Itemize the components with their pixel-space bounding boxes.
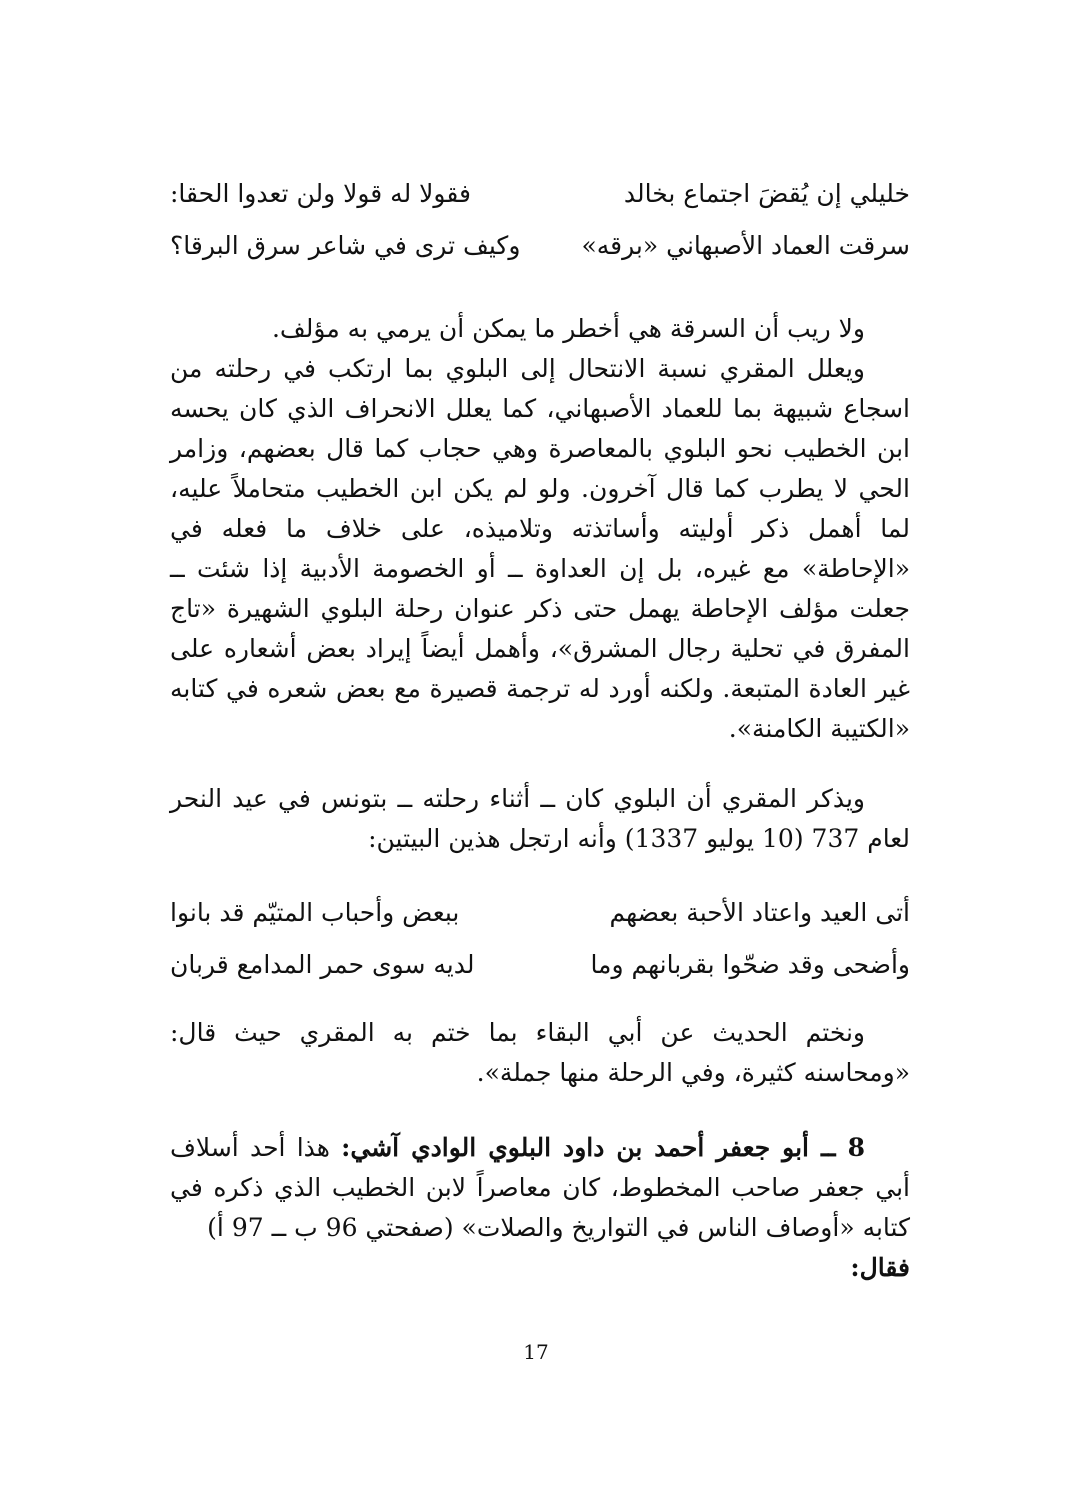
entry-end: فقال: <box>850 1253 910 1282</box>
verse-first-hemistich: سرقت العماد الأصبهاني «برقه» <box>581 231 910 260</box>
entry-heading: 8 ــ أبو جعفر أحمد بن داود البلوي الوادي آشي: <box>341 1133 866 1162</box>
verse-line <box>170 941 910 988</box>
entry-body: هذا أحد أسلاف أبي جعفر صاحب المخطوط، كان معاصراً لابن الخطيب الذي ذكره في كتابه «أوصاف الناس في التواريخ والصلات» (صفحتي 96 ب ــ 97 أ) <box>170 1133 910 1242</box>
verse-first-hemistich: خليلي إن يُقضَ اجتماع بخالد <box>623 179 910 208</box>
page-body <box>170 170 910 1288</box>
paragraph-explanation: ويعلل المقري نسبة الانتحال إلى البلوي بما ارتكب في رحلته من اسجاع شبيهة بما للعماد الأصبهاني، كما يعلل الانحراف الذي كان يحسه ابن الخطيب نحو البلوي بالمعاصرة وهي حجاب كما قال بعضهم، وزامر الحي لا يطرب كما قال آخرون. ولو لم يكن ابن الخطيب متحاملاً عليه، لما أهمل ذكر أوليته وأساتذته وتلاميذه، على خلاف ما فعله في «الإحاطة» مع غيره، بل إن العداوة ــ أو الخصومة الأدبية إذا شئت ــ جعلت مؤلف الإحاطة يهمل حتى ذكر عنوان رحلة البلوي الشهيرة «تاج المفرق في تحلية رجال المشرق»، وأهمل أيضاً إيراد بعض أشعاره على غير العادة المتبعة. ولكنه أورد له ترجمة قصيرة مع بعض شعره في كتابه «الكتيبة الكامنة». <box>170 354 910 743</box>
paragraph-eid: ويذكر المقري أن البلوي كان ــ أثناء رحلته ــ بتونس في عيد النحر لعام 737 (10 يوليو 1337) وأنه ارتجل هذين البيتين: <box>170 784 910 853</box>
verse-first-hemistich: أتى العيد واعتاد الأحبة بعضهم <box>609 898 910 927</box>
verse-block-2 <box>170 889 910 988</box>
paragraph-theft: ولا ريب أن السرقة هي أخطر ما يمكن أن يرمي به مؤلف. <box>271 314 865 343</box>
verse-second-hemistich: لديه سوى حمر المدامع قربان <box>170 950 475 979</box>
verse-first-hemistich: وأضحى وقد ضحّوا بقربانهم وما <box>590 950 910 979</box>
verse-second-hemistich: وكيف ترى في شاعر سرق البرقا؟ <box>170 231 521 260</box>
verse-second-hemistich: ببعض وأحباب المتيّم قد بانوا <box>170 898 460 927</box>
page-number: 17 <box>523 1340 549 1364</box>
paragraph-entry-8 <box>170 1128 910 1248</box>
verse-second-hemistich: فقولا له قولا ولن تعدوا الحقا: <box>170 179 471 208</box>
verse-line <box>170 889 910 936</box>
verse-line <box>170 170 910 217</box>
verse-block-1 <box>170 170 910 269</box>
paragraph-closing: ونختم الحديث عن أبي البقاء بما ختم به المقري حيث قال: «ومحاسنه كثيرة، وفي الرحلة منها جملة». <box>170 1018 910 1087</box>
verse-line <box>170 222 910 269</box>
